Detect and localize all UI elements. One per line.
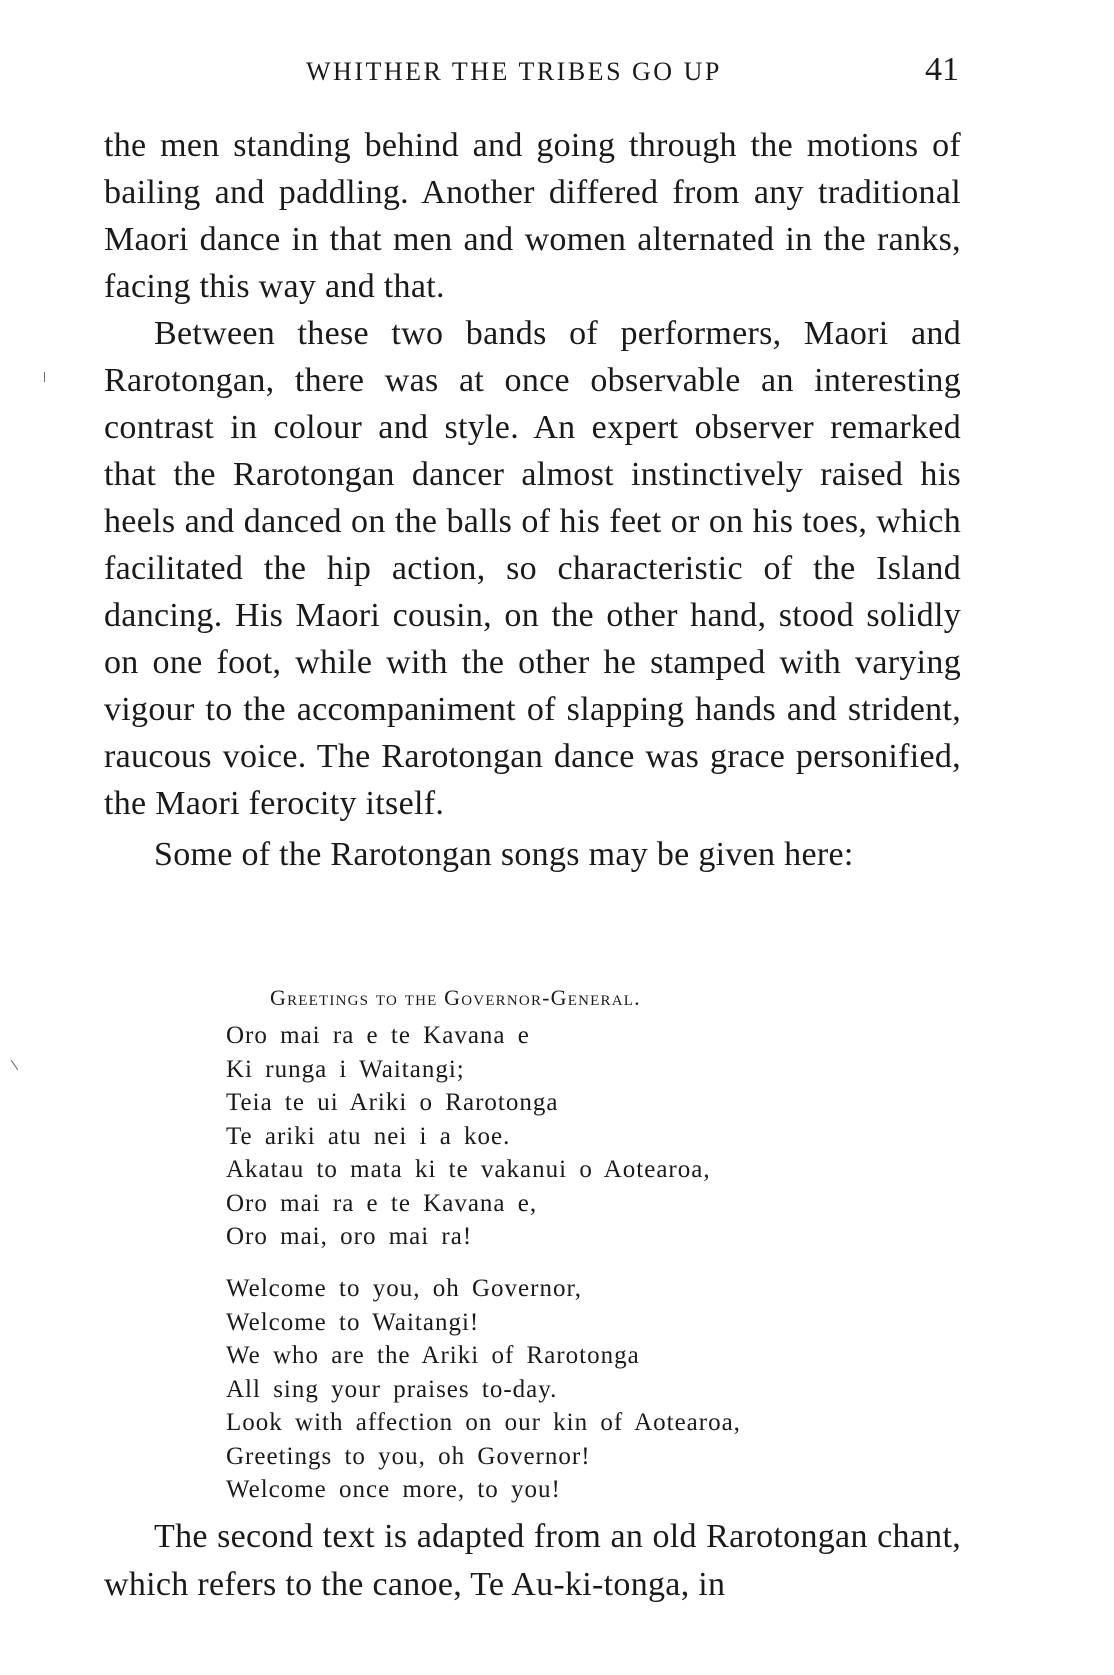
verse-line: Look with affection on our kin of Aotearoa,	[226, 1409, 741, 1436]
verse-line: Oro mai ra e te Kavana e	[226, 1022, 530, 1049]
song-stanza-english	[226, 1272, 741, 1507]
paragraph-songs-intro: Some of the Rarotongan songs may be given here:	[154, 836, 854, 873]
running-head	[0, 52, 1114, 92]
closing-text	[104, 1513, 961, 1609]
running-title: WHITHER THE TRIBES GO UP	[306, 57, 722, 86]
verse-line: All sing your praises to-day.	[226, 1375, 558, 1403]
scan-speck	[11, 1060, 19, 1070]
song-title: Greetings to the Governor-General.	[270, 985, 641, 1010]
verse-line: Oro mai ra e te Kavana e,	[226, 1189, 538, 1217]
paragraph-second-text: The second text is adapted from an old Rarotongan chant, which refers to the canoe, Te Au-ki-tonga, in	[104, 1518, 961, 1603]
paragraph-continued: the men standing behind and going through the motions of bailing and paddling. Another differed from any traditional Maori dance in that men and women alternated in the ranks, facing this way and that.	[104, 127, 961, 305]
scan-speck	[44, 372, 45, 382]
verse-line: Te ariki atu nei i a koe.	[226, 1122, 511, 1150]
verse-line: Welcome to Waitangi!	[226, 1308, 480, 1336]
verse-line: Teia te ui Ariki o Rarotonga	[226, 1089, 559, 1116]
song-stanza-maori	[226, 1019, 711, 1254]
page-number: 41	[925, 51, 959, 88]
body-text	[104, 122, 961, 878]
verse-line: Welcome once more, to you!	[226, 1476, 561, 1503]
verse-line: Oro mai, oro mai ra!	[226, 1223, 473, 1250]
verse-line: Akatau to mata ki te vakanui o Aotearoa,	[226, 1156, 711, 1183]
paragraph-dance-contrast: Between these two bands of performers, Maori and Rarotongan, there was at once observable an interesting contrast in colour and style. An expert observer remarked that the Rarotongan dancer almost instinctively raised his heels and danced on the balls of his feet or on his toes, which facilitated the hip action, so characteristic of the Island dancing. His Maori cousin, on the other hand, stood solidly on one foot, while with the other he stamped with varying vigour to the accompaniment of slapping hands and strident, raucous voice. The Rarotongan dance was grace personified, the Maori ferocity itself.	[104, 315, 961, 822]
verse-line: Ki runga i Waitangi;	[226, 1055, 465, 1083]
verse-line: Welcome to you, oh Governor,	[226, 1275, 583, 1302]
verse-line: We who are the Ariki of Rarotonga	[226, 1342, 640, 1369]
verse-line: Greetings to you, oh Governor!	[226, 1442, 591, 1470]
